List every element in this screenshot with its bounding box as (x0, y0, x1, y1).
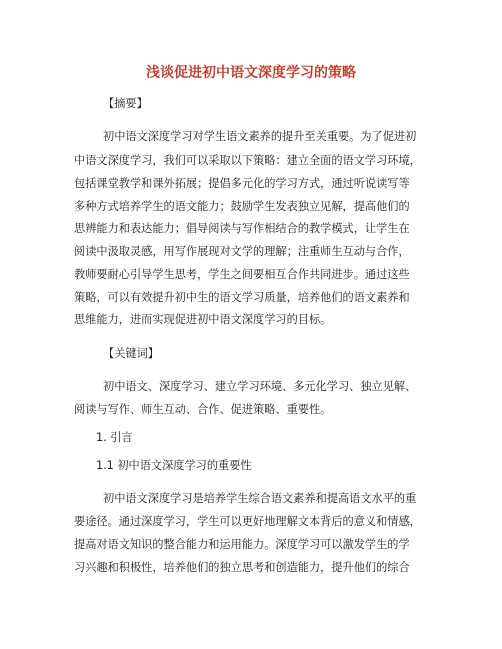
section-1-1-heading: 1.1 初中语文深度学习的重要性 (96, 459, 252, 472)
document-title: 浅谈促进初中语文深度学习的策略 (146, 65, 356, 81)
body-line: 要途径。通过深度学习，学生可以更好地理解文本背后的意义和情感， (74, 515, 421, 528)
abstract-line: 阅读中汲取灵感，用写作展现对文学的理解；注重师生互动与合作， (74, 245, 410, 258)
keywords-line: 初中语文、深度学习、建立学习环境、多元化学习、独立见解、 (103, 380, 417, 393)
abstract-line: 初中语文深度学习对学生语文素养的提升至关重要。为了促进初 (103, 130, 417, 143)
body-line: 初中语文深度学习是培养学生综合语文素养和提高语文水平的重 (103, 492, 417, 505)
abstract-heading: 【摘要】 (103, 97, 148, 110)
abstract-line: 教师要耐心引导学生思考，学生之间要相互合作共同进步。通过这些 (74, 268, 410, 281)
abstract-line: 思辨能力和表达能力；倡导阅读与写作相结合的教学模式，让学生在 (74, 222, 410, 235)
abstract-line: 策略，可以有效提升初中生的语文学习质量，培养他们的语文素养和 (74, 291, 410, 304)
abstract-line: 包括课堂教学和课外拓展；提倡多元化的学习方式，通过听说读写等 (74, 177, 410, 190)
abstract-line: 中语文深度学习，我们可以采取以下策略：建立全面的语文学习环境， (74, 154, 421, 167)
keywords-heading: 【关键词】 (103, 347, 159, 360)
abstract-line: 多种方式培养学生的语文能力；鼓励学生发表独立见解，提高他们的 (74, 200, 410, 213)
keywords-line: 阅读与写作、师生互动、合作、促进策略、重要性。 (74, 403, 332, 416)
body-line: 习兴趣和积极性，培养他们的独立思考和创造能力，提升他们的综合 (74, 561, 410, 574)
section-1-heading: 1. 引言 (96, 431, 133, 444)
body-line: 提高对语文知识的整合能力和运用能力。深度学习可以激发学生的学 (74, 538, 410, 551)
abstract-line: 思维能力，进而实现促进初中语文深度学习的目标。 (74, 313, 332, 326)
